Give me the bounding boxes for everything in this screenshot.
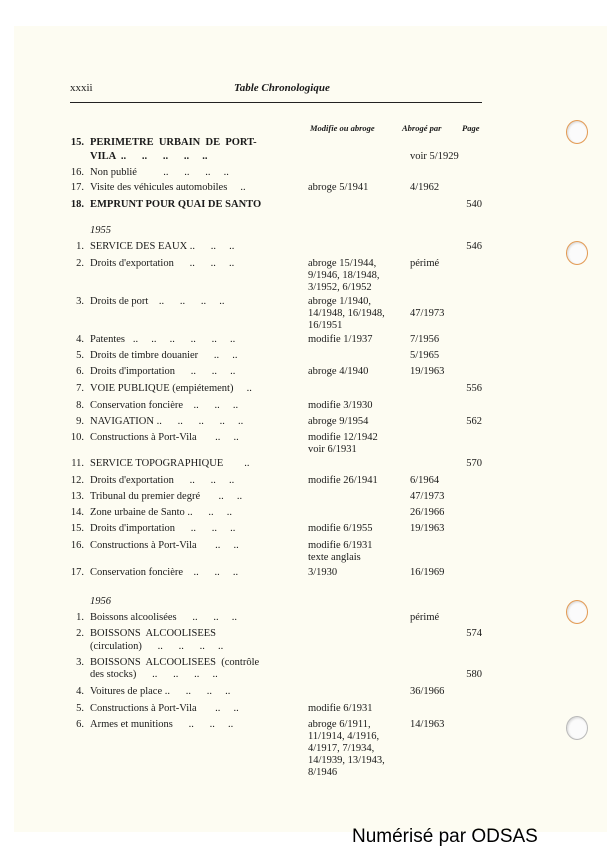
entry-number: 14. <box>70 507 84 518</box>
entry-modification: 16/1951 <box>308 320 343 331</box>
entry-title: Droits d'importation .. .. .. <box>90 366 236 377</box>
entry-modification: 9/1946, 18/1948, <box>308 270 380 281</box>
entry-abrogation: 7/1956 <box>410 334 440 345</box>
entry-abrogation: 4/1962 <box>410 182 440 193</box>
entry-number: 1. <box>76 241 84 252</box>
entry-abrogation: 16/1969 <box>410 567 445 578</box>
entry-number: 17. <box>70 567 84 578</box>
entry-number: 17. <box>70 182 84 193</box>
entry-modification: 4/1917, 7/1934, <box>308 743 375 754</box>
entry-title: BOISSONS ALCOOLISEES <box>90 628 217 639</box>
entry-number: 1. <box>76 612 84 623</box>
entry-number: 10. <box>70 432 84 443</box>
entry-modification: 3/1952, 6/1952 <box>308 282 372 293</box>
entry-modification: 3/1930 <box>308 567 338 578</box>
entry-number: 11. <box>71 458 84 469</box>
entry-modification: texte anglais <box>308 552 361 563</box>
entry-title: Conservation foncière .. .. .. <box>90 567 239 578</box>
entry-title: Non publié .. .. .. .. <box>90 167 229 178</box>
year-heading: 1956 <box>90 596 111 607</box>
entry-modification: modifie 6/1931 <box>308 703 373 714</box>
binder-hole <box>566 120 588 144</box>
entry-modification: abroge 6/1911, <box>308 719 371 730</box>
entry-modification: modifie 26/1941 <box>308 475 378 486</box>
entry-title: Droits d'exportation .. .. .. <box>90 475 235 486</box>
entry-abrogation: 5/1965 <box>410 350 440 361</box>
entry-abrogation: périmé <box>410 258 440 269</box>
entry-modification: modifie 6/1955 <box>308 523 373 534</box>
entry-title: Tribunal du premier degré .. .. <box>90 491 243 502</box>
entry-number: 5. <box>76 703 84 714</box>
entry-page: 562 <box>466 416 482 427</box>
entry-title: Conservation foncière .. .. .. <box>90 400 239 411</box>
entry-title: VILA .. .. .. .. .. <box>90 151 208 162</box>
entry-title: NAVIGATION .. .. .. .. .. <box>90 416 244 427</box>
entry-number: 18. <box>70 199 84 210</box>
column-header-modifie: Modifie ou abroge <box>310 123 375 133</box>
entry-title: SERVICE DES EAUX .. .. .. <box>90 241 235 252</box>
entry-title: PERIMETRE URBAIN DE PORT- <box>90 137 257 148</box>
entry-modification: abroge 1/1940, <box>308 296 371 307</box>
entry-number: 2. <box>76 258 84 269</box>
entry-title: Droits de port .. .. .. .. <box>90 296 225 307</box>
entry-title: Voitures de place .. .. .. .. <box>90 686 231 697</box>
entry-number: 6. <box>76 719 84 730</box>
entry-title: BOISSONS ALCOOLISEES (contrôle <box>90 657 260 668</box>
entry-title: Droits de timbre douanier .. .. <box>90 350 238 361</box>
column-header-abroge-par: Abrogé par <box>402 123 442 133</box>
entry-abrogation: 47/1973 <box>410 491 445 502</box>
entry-page: 574 <box>466 628 482 639</box>
entry-abrogation: périmé <box>410 612 440 623</box>
entry-abrogation: voir 5/1929 <box>410 151 459 162</box>
entry-number: 3. <box>76 296 84 307</box>
entry-modification: modifie 3/1930 <box>308 400 373 411</box>
entry-title: des stocks) .. .. .. .. <box>90 669 218 680</box>
entry-number: 15. <box>70 137 84 148</box>
page-number: xxxii <box>70 82 93 94</box>
entry-title: Patentes .. .. .. .. .. .. <box>90 334 236 345</box>
entry-title: Armes et munitions .. .. .. <box>90 719 234 730</box>
entry-modification: abroge 5/1941 <box>308 182 369 193</box>
entry-number: 7. <box>76 383 84 394</box>
column-header-page: Page <box>462 123 480 133</box>
page-title: Table Chronologique <box>234 82 330 94</box>
entry-modification: 11/1914, 4/1916, <box>308 731 380 742</box>
entry-title: Constructions à Port-Vila .. .. <box>90 703 239 714</box>
entry-number: 15. <box>70 523 84 534</box>
entry-number: 6. <box>76 366 84 377</box>
entry-abrogation: 47/1973 <box>410 308 445 319</box>
entry-modification: 8/1946 <box>308 767 338 778</box>
entry-modification: modifie 12/1942 <box>308 432 378 443</box>
entry-title: Droits d'importation .. .. .. <box>90 523 236 534</box>
entry-page: 556 <box>466 383 482 394</box>
year-heading: 1955 <box>90 225 111 236</box>
entry-title: Visite des véhicules automobiles .. <box>90 182 246 193</box>
entry-page: 540 <box>466 199 482 210</box>
entry-abrogation: 36/1966 <box>410 686 445 697</box>
entry-modification: abroge 4/1940 <box>308 366 369 377</box>
entry-title: Droits d'exportation .. .. .. <box>90 258 235 269</box>
entry-number: 12. <box>70 475 84 486</box>
binder-hole <box>566 241 588 265</box>
entry-modification: modifie 1/1937 <box>308 334 373 345</box>
entry-title: Constructions à Port-Vila .. .. <box>90 540 239 551</box>
entry-modification: abroge 15/1944, <box>308 258 377 269</box>
entry-title: (circulation) .. .. .. .. <box>90 641 224 652</box>
entry-modification: 14/1948, 16/1948, <box>308 308 385 319</box>
entry-abrogation: 19/1963 <box>410 523 445 534</box>
entry-number: 5. <box>76 350 84 361</box>
entry-number: 4. <box>76 686 84 697</box>
entry-modification: voir 6/1931 <box>308 444 357 455</box>
entry-title: Zone urbaine de Santo .. .. .. <box>90 507 233 518</box>
entry-title: EMPRUNT POUR QUAI DE SANTO <box>90 199 262 210</box>
entry-title: VOIE PUBLIQUE (empiétement) .. <box>90 383 252 394</box>
binder-hole <box>566 600 588 624</box>
entry-number: 8. <box>76 400 84 411</box>
entry-abrogation: 14/1963 <box>410 719 445 730</box>
entry-abrogation: 26/1966 <box>410 507 445 518</box>
entry-number: 16. <box>70 540 84 551</box>
binder-hole <box>566 716 588 740</box>
entry-page: 570 <box>466 458 482 469</box>
entry-number: 16. <box>70 167 84 178</box>
entry-abrogation: 6/1964 <box>410 475 440 486</box>
entry-title: SERVICE TOPOGRAPHIQUE .. <box>90 458 250 469</box>
entry-number: 13. <box>70 491 84 502</box>
entry-modification: 14/1939, 13/1943, <box>308 755 385 766</box>
watermark: Numérisé par ODSAS <box>352 826 538 847</box>
header-rule <box>70 102 482 103</box>
entry-number: 2. <box>76 628 84 639</box>
entry-page: 546 <box>466 241 482 252</box>
entry-number: 4. <box>76 334 84 345</box>
entry-abrogation: 19/1963 <box>410 366 445 377</box>
entry-page: 580 <box>466 669 482 680</box>
entry-title: Constructions à Port-Vila .. .. <box>90 432 239 443</box>
entry-modification: abroge 9/1954 <box>308 416 369 427</box>
entry-number: 3. <box>76 657 84 668</box>
entry-title: Boissons alcoolisées .. .. .. <box>90 612 237 623</box>
entry-modification: modifie 6/1931 <box>308 540 373 551</box>
entry-number: 9. <box>76 416 84 427</box>
